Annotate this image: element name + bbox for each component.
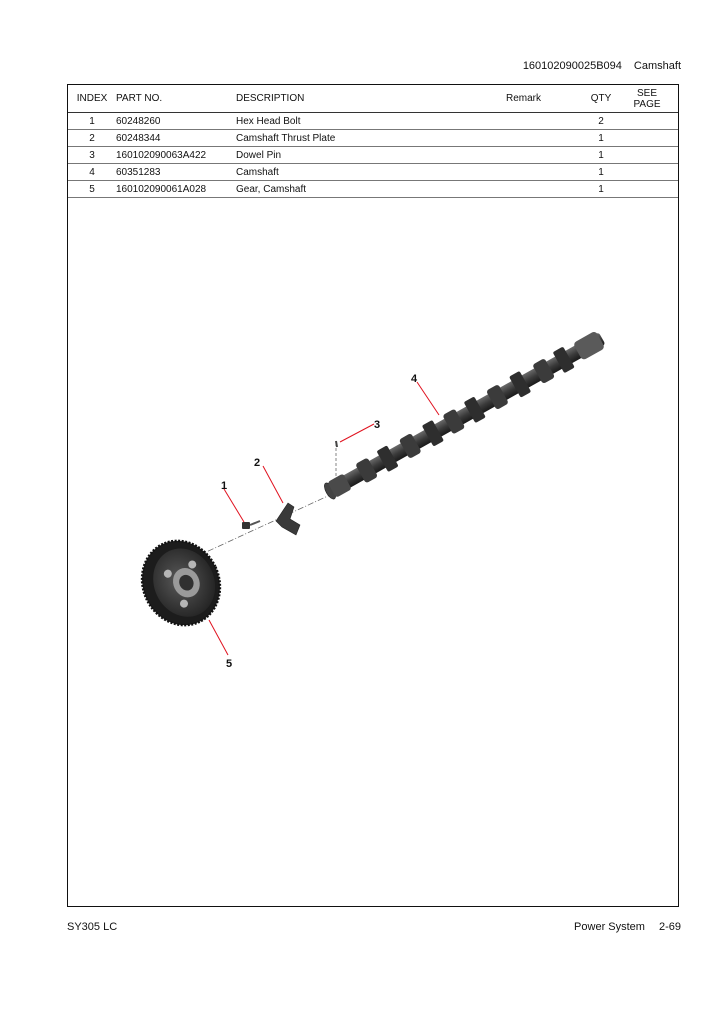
- row-description: Camshaft: [236, 164, 506, 181]
- callout-3: 3: [374, 419, 381, 431]
- hex-bolt-drawing: [242, 521, 260, 529]
- callout-2: 2: [254, 457, 261, 469]
- parts-frame: [67, 84, 679, 907]
- dowel-pin-drawing: [336, 441, 337, 447]
- col-see-page: SEE PAGE: [616, 85, 678, 113]
- row-qty: 1: [586, 164, 616, 181]
- leader-line-5: [209, 620, 228, 655]
- row-description: Hex Head Bolt: [236, 113, 506, 130]
- callout-1: 1: [221, 480, 228, 492]
- leader-line-2: [263, 466, 283, 503]
- row-qty: 1: [586, 130, 616, 147]
- leader-line-1: [224, 489, 244, 522]
- thrust-plate-drawing: [276, 503, 300, 535]
- row-part-no: 60248260: [116, 113, 236, 130]
- leader-line-3: [340, 424, 374, 442]
- footer-model: SY305 LC: [67, 921, 118, 933]
- camshaft-gear-drawing: [128, 528, 233, 638]
- col-remark: Remark: [506, 85, 586, 113]
- leader-line-4: [417, 382, 439, 415]
- row-description: Dowel Pin: [236, 147, 506, 164]
- row-part-no: 60351283: [116, 164, 236, 181]
- doc-number: 160102090025B094: [522, 60, 622, 72]
- exploded-view-diagram: [68, 85, 680, 908]
- col-part-no: PART NO.: [116, 85, 236, 113]
- page-header: [523, 60, 681, 72]
- row-index: 1: [68, 113, 116, 130]
- row-index: 3: [68, 147, 116, 164]
- camshaft-drawing: [321, 328, 608, 504]
- row-index: 5: [68, 181, 116, 198]
- col-index: INDEX: [68, 85, 116, 113]
- callout-5: 5: [226, 658, 233, 670]
- footer-right: [574, 921, 681, 933]
- row-part-no: 60248344: [116, 130, 236, 147]
- callout-4: 4: [411, 373, 418, 385]
- row-qty: 2: [586, 113, 616, 130]
- col-description: DESCRIPTION: [236, 85, 506, 113]
- footer-page: 2-69: [658, 921, 681, 933]
- footer-section: Power System: [574, 921, 645, 933]
- header-title: Camshaft: [633, 60, 681, 72]
- row-part-no: 160102090061A028: [116, 181, 236, 198]
- row-index: 2: [68, 130, 116, 147]
- row-description: Camshaft Thrust Plate: [236, 130, 506, 147]
- row-part-no: 160102090063A422: [116, 147, 236, 164]
- col-qty: QTY: [586, 85, 616, 113]
- row-qty: 1: [586, 181, 616, 198]
- row-qty: 1: [586, 147, 616, 164]
- row-description: Gear, Camshaft: [236, 181, 506, 198]
- row-index: 4: [68, 164, 116, 181]
